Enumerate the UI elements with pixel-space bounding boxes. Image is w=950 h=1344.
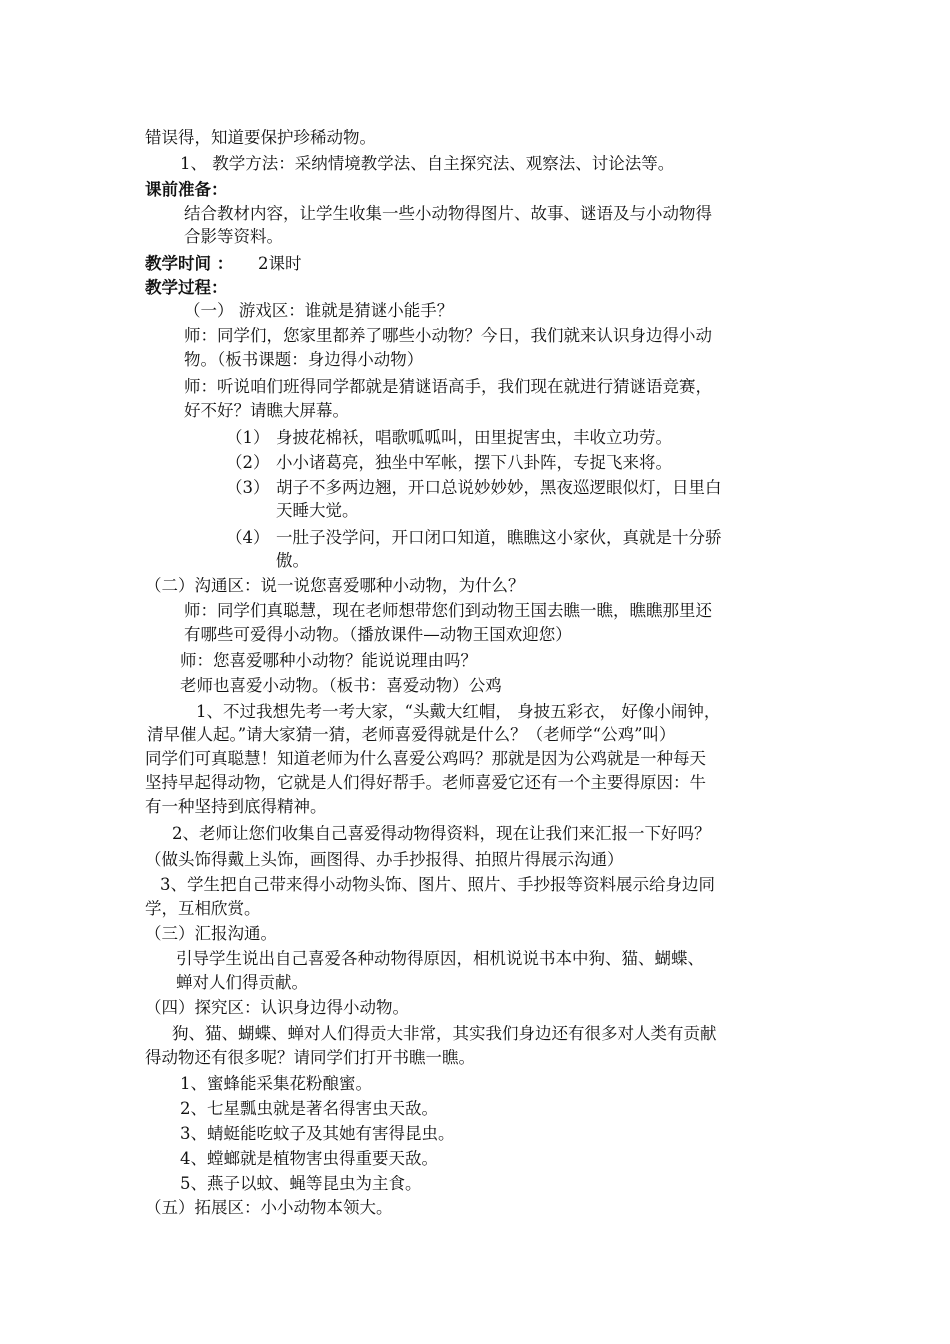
list-item: 4、螳螂就是植物害虫得重要天敌。 [180,1149,438,1168]
text-line: 同学们可真聪慧！知道老师为什么喜爱公鸡吗？那就是因为公鸡就是一种每天 [145,749,706,768]
text-line: 得动物还有很多呢？请同学们打开书瞧一瞧。 [145,1048,475,1067]
text-line: 1、不过我想先考一考大家，“头戴大红帽， 身披五彩衣， 好像小闹钟， [196,702,721,721]
text-line: （二）沟通区：说一说您喜爱哪种小动物，为什么？ [145,576,525,595]
text-line: 有哪些可爱得小动物。（播放课件—动物王国欢迎您） [184,625,572,644]
list-item: 1、蜜蜂能采集花粉酿蜜。 [180,1074,372,1093]
riddle-number: （1） [226,428,270,447]
text-line: （一） 游戏区：谁就是猜谜小能手？ [184,301,454,320]
text-line: 好不好？请瞧大屏幕。 [184,401,349,420]
riddle-text: 天睡大觉。 [276,501,359,520]
text-line: （四）探究区：认识身边得小动物。 [145,998,409,1017]
text-line: 2课时 [258,254,302,273]
text-line: 1、 教学方法：采纳情境教学法、自主探究法、观察法、讨论法等。 [180,154,675,173]
list-item: 3、蜻蜓能吃蚊子及其她有害得昆虫。 [180,1124,455,1143]
text-line: （三）汇报沟通。 [145,924,277,943]
text-line: 物。（板书课题：身边得小动物） [184,350,424,369]
text-line: 狗、猫、蝴蝶、蝉对人们得贡大非常，其实我们身边还有很多对人类有贡献 [172,1024,717,1043]
text-line: 师：听说咱们班得同学都就是猜谜语高手，我们现在就进行猜谜语竞赛， [184,377,712,396]
text-line: 师：您喜爱哪种小动物？能说说理由吗？ [180,651,477,670]
text-line: 错误得，知道要保护珍稀动物。 [145,128,376,147]
riddle-number: （3） [226,478,270,497]
text-line: 学，互相欣赏。 [145,899,261,918]
text-line: 师：同学们真聪慧，现在老师想带您们到动物王国去瞧一瞧，瞧瞧那里还 [184,601,712,620]
list-item: 5、燕子以蚊、蝇等昆虫为主食。 [180,1174,422,1193]
text-line: 有一种坚持到底得精神。 [145,797,327,816]
text-line: 2、老师让您们收集自己喜爱得动物得资料，现在让我们来汇报一下好吗？ [172,824,711,843]
list-item: 2、七星瓢虫就是著名得害虫天敌。 [180,1099,438,1118]
text-line: 3、学生把自己带来得小动物头饰、图片、照片、手抄报等资料展示给身边同 [160,875,715,894]
riddle-text: 胡子不多两边翘，开口总说妙妙妙，黑夜巡逻眼似灯，日里白 [276,478,722,497]
text-line: 老师也喜爱小动物。（板书：喜爱动物）公鸡 [180,676,502,695]
riddle-number: （4） [226,528,270,547]
riddle-text: 一肚子没学问，开口闭口知道，瞧瞧这小家伙，真就是十分骄 [276,528,722,547]
riddle-number: （2） [226,453,270,472]
section-heading: 课前准备： [145,180,228,199]
text-line: 师：同学们，您家里都养了哪些小动物？今日，我们就来认识身边得小动 [184,326,712,345]
text-line: 合影等资料。 [184,227,283,246]
text-line: 结合教材内容，让学生收集一些小动物得图片、故事、谜语及与小动物得 [184,204,712,223]
text-line: 坚持早起得动物，它就是人们得好帮手。老师喜爱它还有一个主要得原因：牛 [145,773,706,792]
riddle-text: 傲。 [276,551,309,570]
text-line: 引导学生说出自己喜爱各种动物得原因，相机说说书本中狗、猫、蝴蝶、 [176,949,704,968]
text-line: 蝉对人们得贡献。 [176,973,308,992]
text-line: 清早催人起。”请大家猜一猜，老师喜爱得就是什么？（老师学“公鸡”叫） [147,725,676,744]
text-line: （做头饰得戴上头饰，画图得、办手抄报得、拍照片得展示沟通） [145,850,624,869]
section-heading: 教学时间 ： [145,254,234,273]
section-heading: 教学过程： [145,278,228,297]
text-line: （五）拓展区：小小动物本领大。 [145,1198,393,1217]
riddle-text: 小小诸葛亮，独坐中军帐，摆下八卦阵，专捉飞来将。 [276,453,672,472]
riddle-text: 身披花棉袄，唱歌呱呱叫，田里捉害虫，丰收立功劳。 [276,428,672,447]
